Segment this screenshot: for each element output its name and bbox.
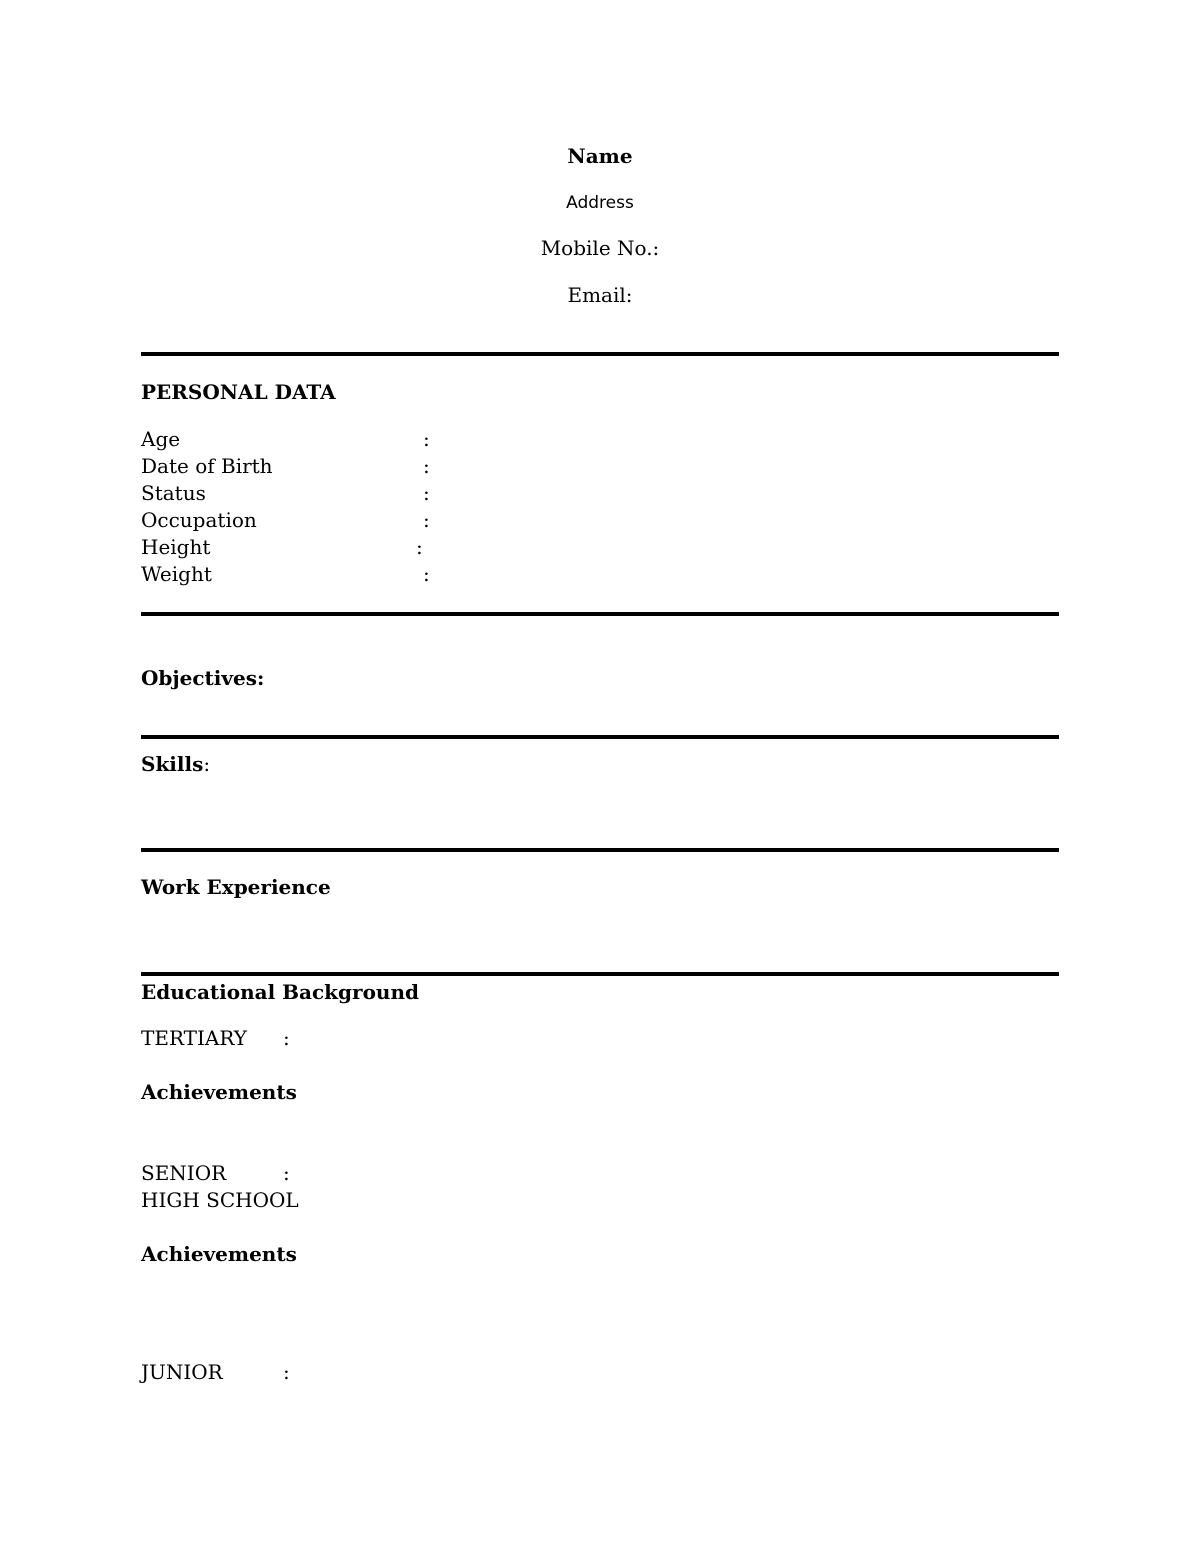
work-experience-heading: Work Experience	[141, 875, 331, 899]
skills-heading	[141, 752, 210, 776]
field-separator: :	[283, 1026, 290, 1050]
field-separator: :	[423, 427, 430, 451]
objectives-heading: Objectives:	[141, 666, 265, 690]
field-separator: :	[423, 508, 430, 532]
skills-title: Skills	[141, 752, 204, 776]
field-separator: :	[423, 481, 430, 505]
resume-name: Name	[567, 144, 633, 168]
field-label-age: Age	[141, 427, 181, 451]
field-separator: :	[283, 1360, 290, 1384]
field-label-status: Status	[141, 481, 206, 505]
skills-colon: :	[203, 752, 211, 776]
section-divider	[141, 972, 1059, 976]
section-divider	[141, 612, 1059, 616]
field-label-date-of-birth: Date of Birth	[141, 454, 273, 478]
field-separator: :	[283, 1161, 290, 1185]
field-label-height: Height	[141, 535, 211, 559]
senior-achievements-heading: Achievements	[141, 1242, 297, 1266]
field-label-occupation: Occupation	[141, 508, 257, 532]
resume-mobile: Mobile No.:	[540, 236, 660, 260]
field-separator: :	[416, 535, 423, 559]
tertiary-achievements-heading: Achievements	[141, 1080, 297, 1104]
section-divider	[141, 848, 1059, 852]
field-separator: :	[423, 562, 430, 586]
education-junior-label: JUNIOR	[141, 1360, 223, 1384]
education-senior-label: SENIOR	[141, 1161, 227, 1185]
education-senior-label-line2: HIGH SCHOOL	[141, 1188, 299, 1212]
personal-data-heading: PERSONAL DATA	[141, 380, 336, 404]
educational-background-heading: Educational Background	[141, 980, 419, 1004]
section-divider	[141, 352, 1059, 356]
resume-email: Email:	[567, 283, 633, 307]
resume-address: Address	[566, 193, 634, 213]
section-divider	[141, 735, 1059, 739]
field-label-weight: Weight	[141, 562, 212, 586]
education-tertiary-label: TERTIARY	[141, 1026, 247, 1050]
field-separator: :	[423, 454, 430, 478]
